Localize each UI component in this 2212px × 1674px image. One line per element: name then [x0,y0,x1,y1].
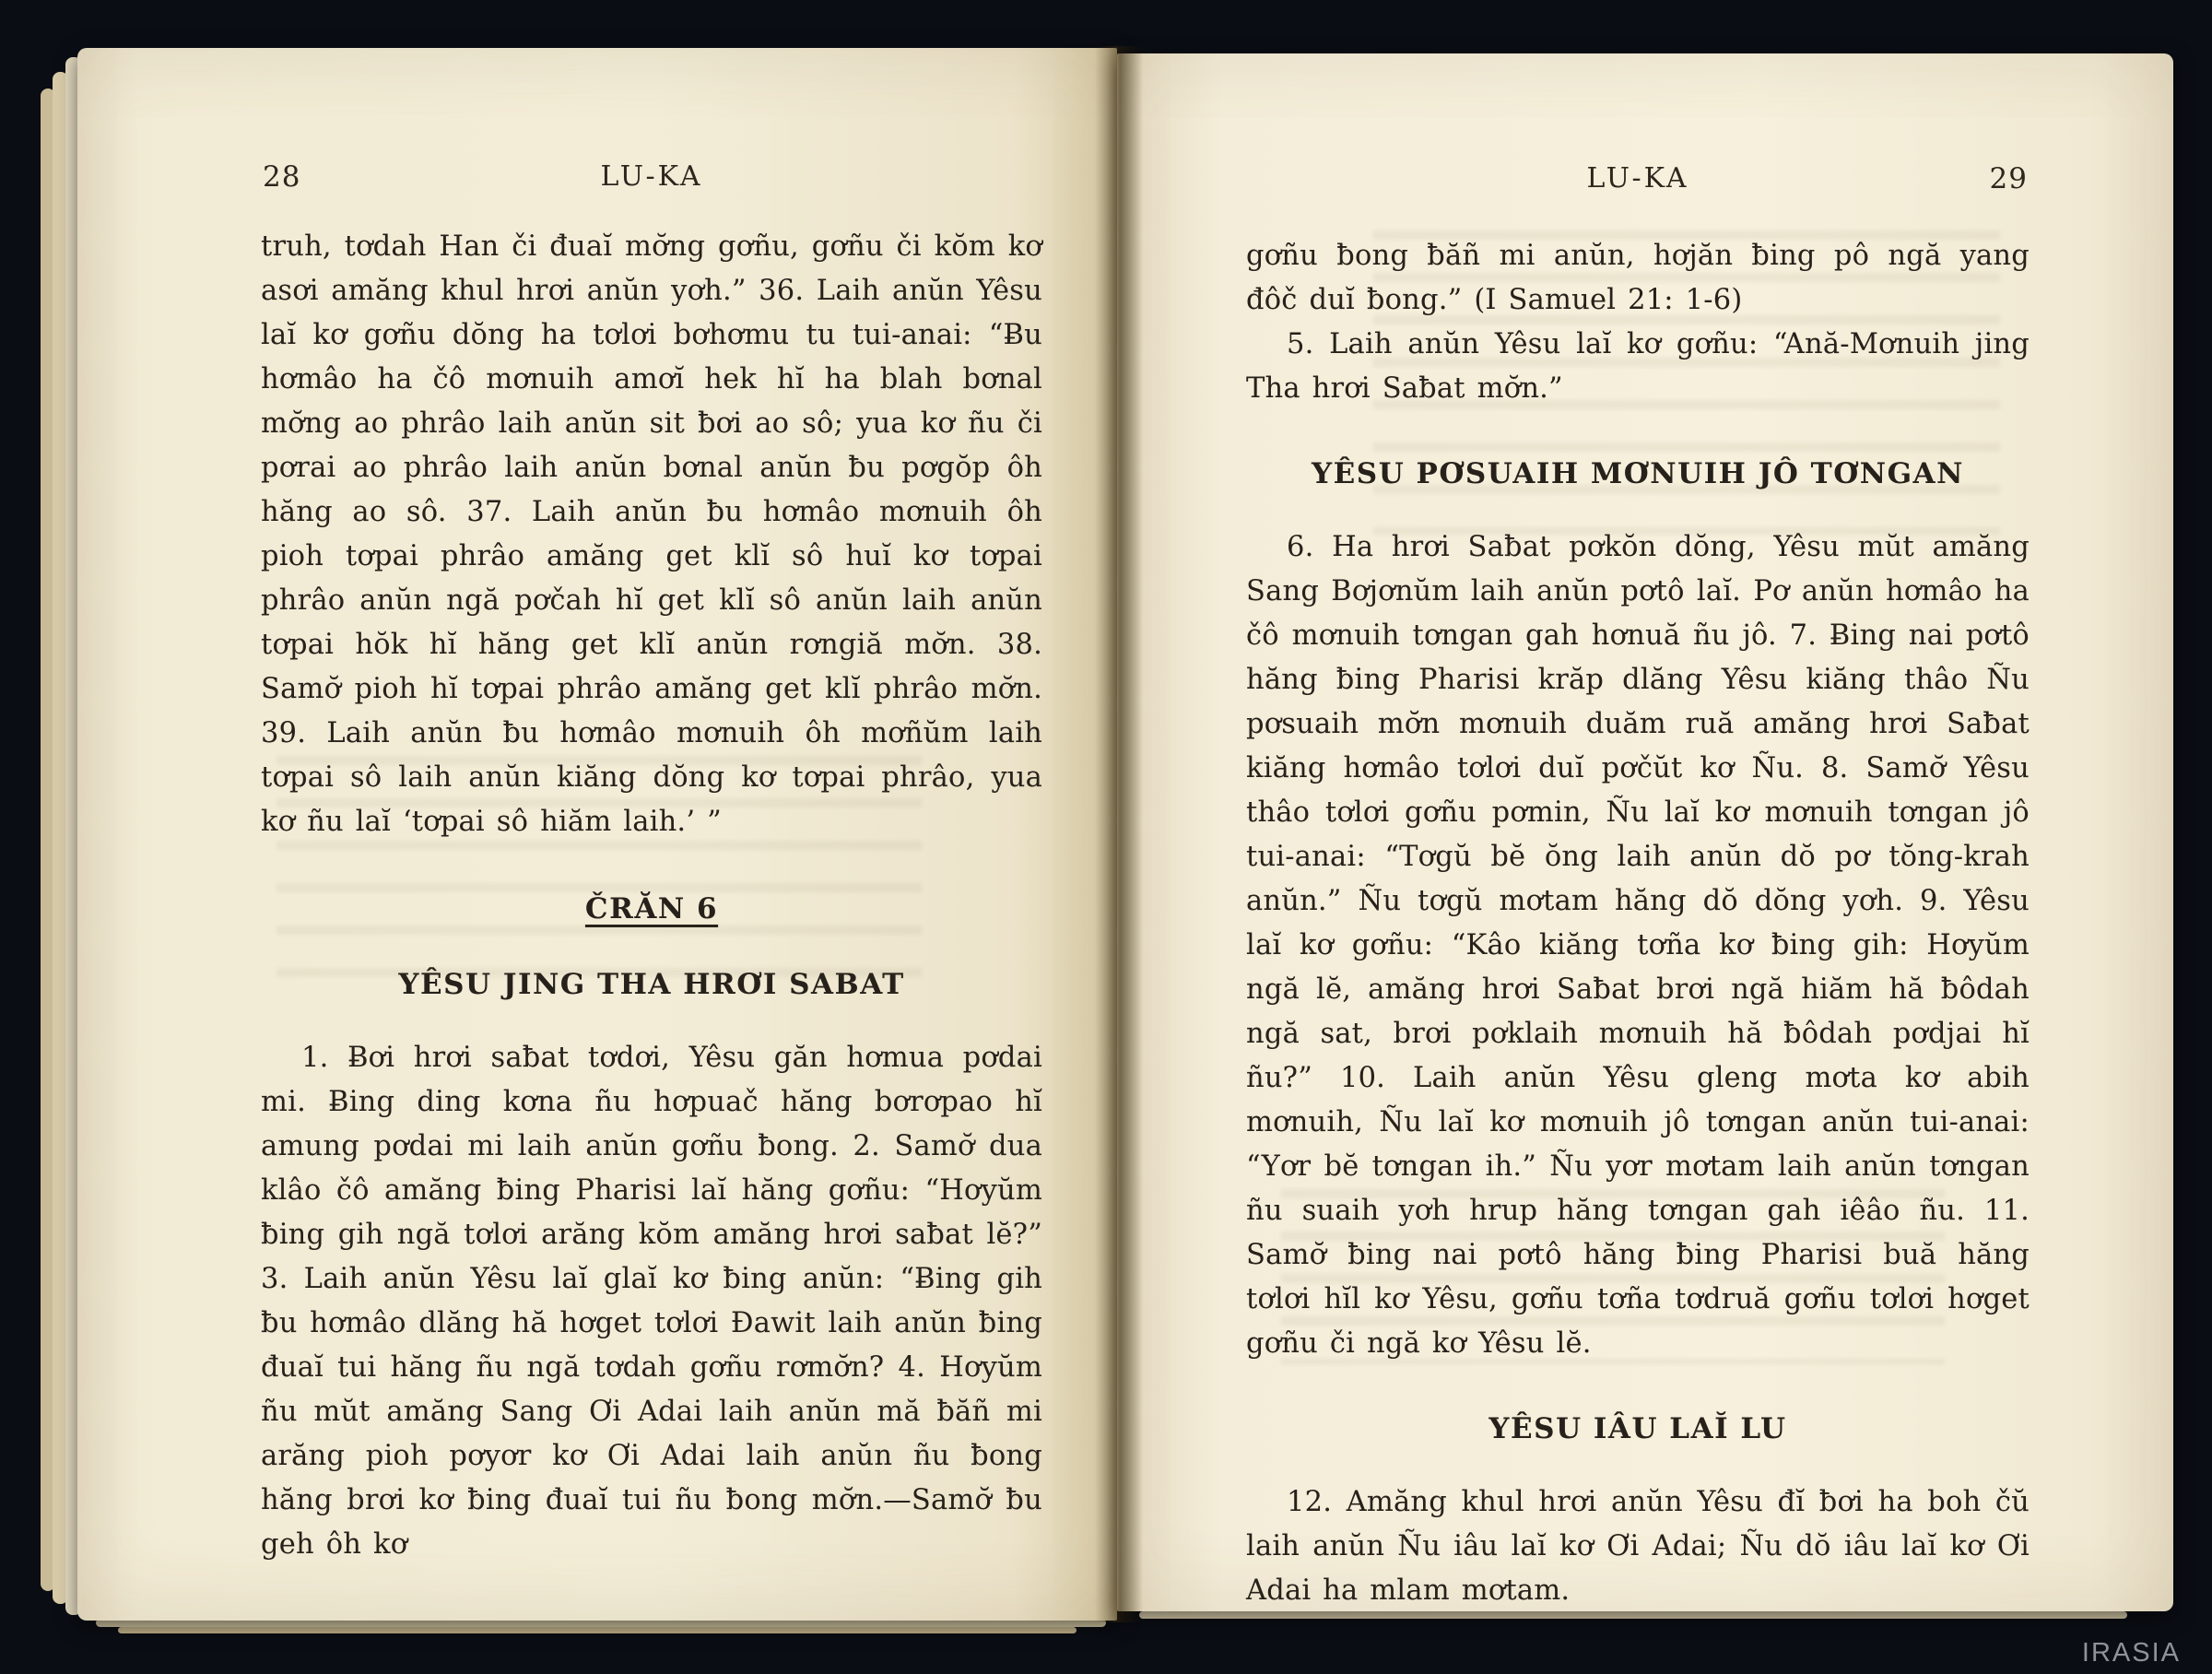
page-body-right [1246,234,2030,1613]
chapter-heading: ČRĂN 6 [584,892,719,925]
page-body-left [261,225,1042,1567]
running-title-right: LU-KA [1586,162,1689,195]
page-header-left [261,160,1042,199]
paragraph: 12. Amăng khul hrơi anŭn Yêsu đĭ ƀơi ha boh čŭ laih anŭn Ñu iâu laĭ kơ Ơi Adai; Ñu dŏ iâu laĭ kơ Ơi Adai ha mlam mơtam. [1246,1486,2030,1607]
paragraph: 5. Laih anŭn Yêsu laĭ kơ gơñu: “Ană-Mơnuih jing Tha hrơi Saƀat mơ̆n.” [1246,328,2030,405]
paragraph: 6. Ha hrơi Saƀat pơkŏn dŏng, Yêsu mŭt amăng Sang Bơjơnŭm laih anŭn pơtô laĭ. Pơ anŭn hơmâo ha čô mơnuih tơngan gah hơnuă ñu jô. 7. Ƀing nai pơtô hăng ƀing Pharisi krăp dlăng Yêsu kiăng thâo Ñu pơsuaih mơ̆n mơnuih duăm ruă amăng hrơi Saƀat kiăng hơmâo tơlơi duĭ pơčŭt kơ Ñu. 8. Samơ̆ Yêsu thâo tơlơi gơñu pơmin, Ñu laĭ kơ mơnuih tơngan jô tui-anai: “Tơgŭ bĕ ŏng laih anŭn dŏ pơ tŏng-krah anŭn.” Ñu tơgŭ mơtam hăng dŏ dŏng yơh. 9. Yêsu laĭ kơ gơñu: “Kâo kiăng tơña kơ ƀing gih: Hơyŭm ngă lĕ, amăng hrơi Saƀat brơi ngă hiăm hă ƀôdah ngă sat, brơi pơklaih mơnuih hă ƀôdah pơdjai hĭ ñu?” 10. Laih anŭn Yêsu gleng mơta kơ abih mơnuih, Ñu laĭ kơ mơnuih jô tơngan anŭn tui-anai: “Yơr bĕ tơngan ih.” Ñu yơr mơtam laih anŭn tơngan ñu suaih yơh hrup hăng tơngan gah iêâo ñu. 11. Samơ̆ ƀing nai pơtô hăng ƀing Pharisi buă hăng tơlơi hĭl kơ Yêsu, gơñu tơña tơdruă gơñu tơlơi hơget gơñu či ngă kơ Yêsu lĕ. [1246,531,2030,1360]
page-stack-edge [118,1627,1077,1633]
section-heading: YÊSU IÂU LAĬ LU [1488,1412,1787,1445]
page-right [1117,53,2173,1611]
paragraph-continuation: gơñu ƀong ƀăñ mi anŭn, hơjăn ƀing pô ngă yang đôč duĭ ƀong.” (I Samuel 21: 1-6) [1246,240,2030,316]
section-heading: YÊSU JING THA HRƠI SABAT [398,968,905,1001]
page-header-right [1246,162,2030,201]
section-heading: YÊSU PƠSUAIH MƠNUIH JÔ TƠNGAN [1312,457,1964,490]
page-number-right: 29 [1989,162,2028,195]
paragraph-continuation: truh, tơdah Han či đuaĭ mơ̆ng gơñu, gơñu či kŏm kơ asơi amăng khul hrơi anŭn yơh.” 36. Laih anŭn Yêsu laĭ kơ gơñu dŏng ha tơlơi bơhơmu tu tui-anai: “Ƀu hơmâo ha čô mơnuih amơĭ hek hĭ ha blah bơnal mơ̆ng ao phrâo laih anŭn sit ƀơi ao sô; yua kơ ñu či pơrai ao phrâo laih anŭn bơnal anŭn ƀu pơgŏp ôh hăng ao sô. 37. Laih anŭn ƀu hơmâo mơnuih ôh pioh tơpai phrâo amăng get klĭ sô huĭ kơ tơpai phrâo anŭn ngă pơčah hĭ get klĭ sô anŭn laih anŭn tơpai hŏk hĭ hăng get klĭ anŭn rơngiă mơ̆n. 38. Samơ̆ pioh hĭ tơpai phrâo amăng get klĭ phrâo mơ̆n. 39. Laih anŭn ƀu hơmâo mơnuih ôh mơñŭm laih tơpai sô laih anŭn kiăng dŏng kơ tơpai phrâo, yua kơ ñu laĭ ‘tơpai sô hiăm laih.’ ” [261,230,1042,838]
page-left [77,48,1117,1621]
running-title-left: LU-KA [600,160,703,193]
paragraph: 1. Ƀơi hrơi saƀat tơdơi, Yêsu găn hơmua pơdai mi. Ƀing ding kơna ñu hơpuač hăng bơrơpao hĭ amung pơdai mi laih anŭn gơñu ƀong. 2. Samơ̆ dua klâo čô amăng ƀing Pharisi laĭ hăng gơñu: “Hơyŭm ƀing gih ngă tơlơi arăng kŏm amăng hrơi saƀat lĕ?” 3. Laih anŭn Yêsu laĭ glaĭ kơ ƀing anŭn: “Ƀing gih ƀu hơmâo dlăng hă hơget tơlơi Đawit laih anŭn ƀing đuaĭ tui hăng ñu ngă tơdah gơñu rơmơ̆n? 4. Hơyŭm ñu mŭt amăng Sang Ơi Adai laih anŭn mă ƀăñ mi arăng pioh pơyơr kơ Ơi Adai laih anŭn ñu ƀong hăng brơi kơ ƀing đuaĭ tui ñu ƀong mơ̆n.—Samơ̆ ƀu geh ôh kơ [261,1042,1042,1561]
archive-watermark: IRASIA [2081,1638,2181,1668]
page-number-left: 28 [263,160,301,194]
